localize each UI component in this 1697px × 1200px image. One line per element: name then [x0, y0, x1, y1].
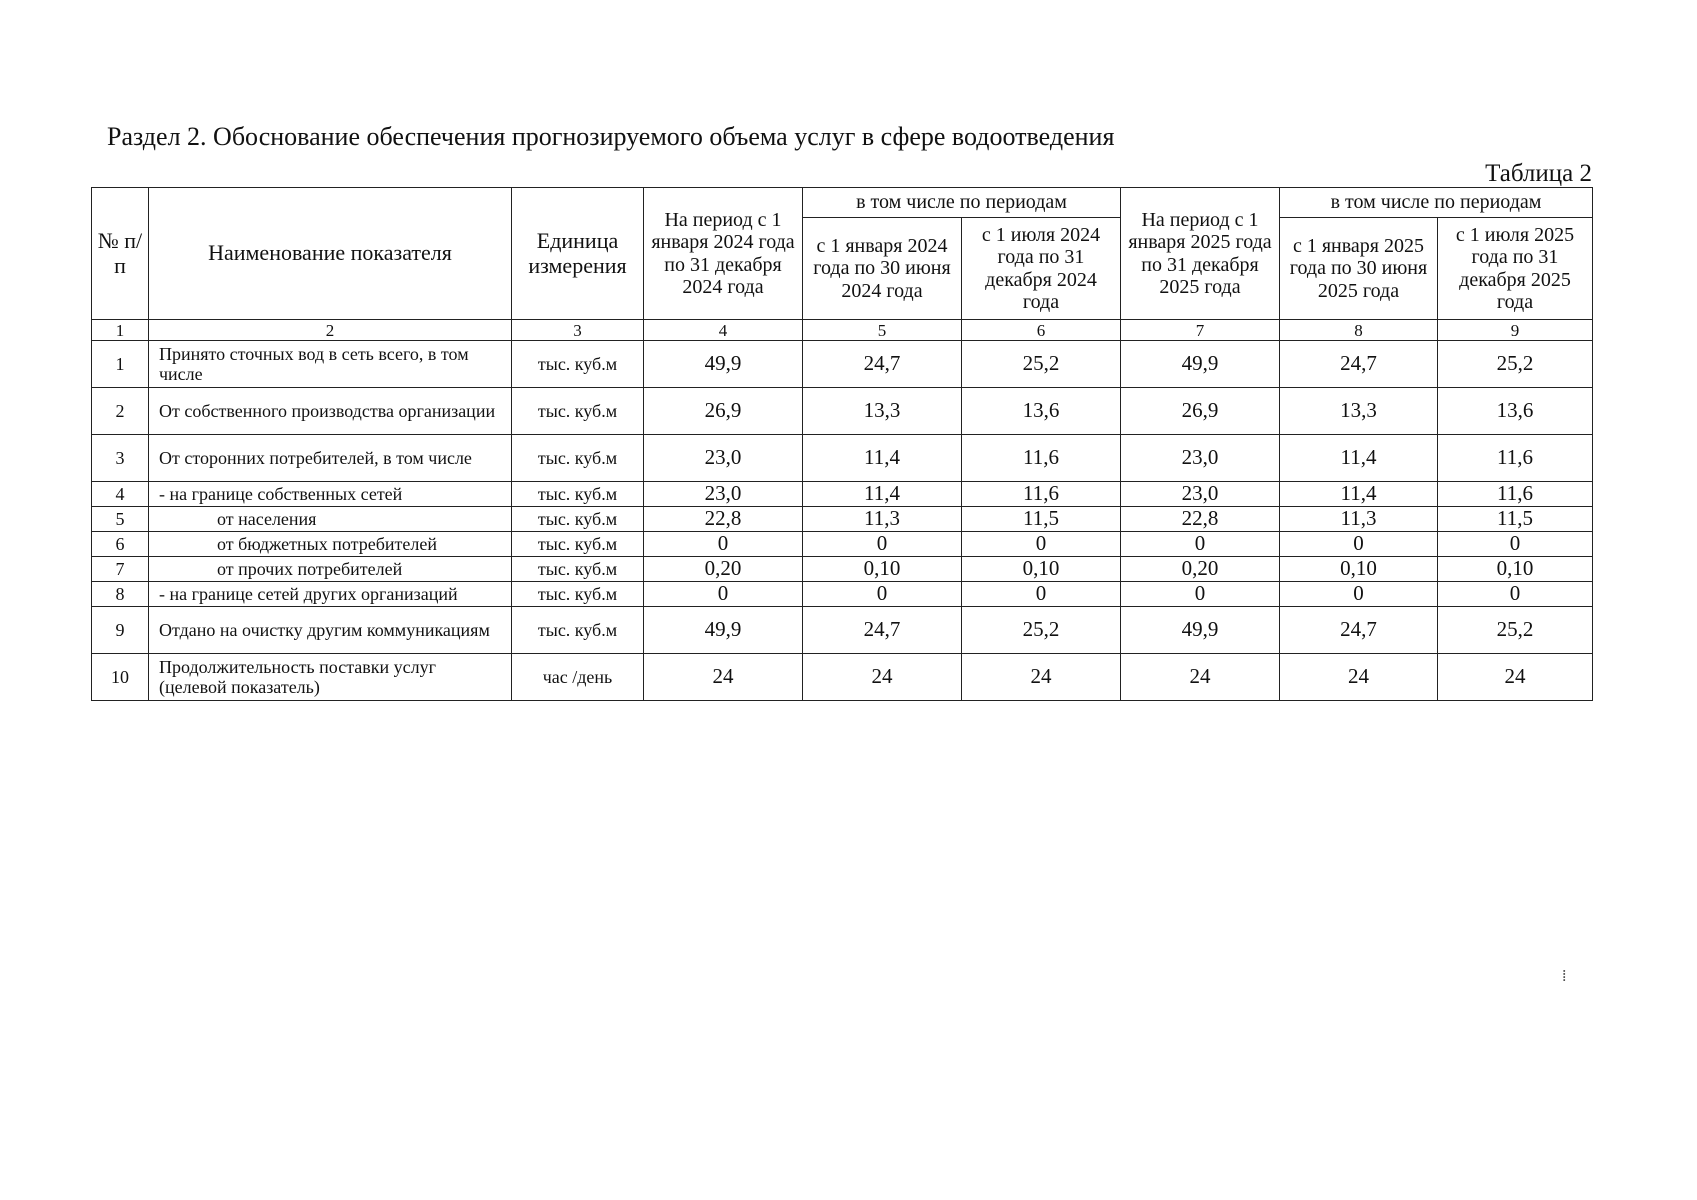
table-row	[92, 582, 1593, 607]
scan-artifact: ⁞	[1562, 968, 1567, 985]
row-indicator-name: от населения	[149, 507, 512, 532]
table-row	[92, 507, 1593, 532]
row-unit: тыс. куб.м	[512, 582, 644, 607]
row-value: 13,6	[962, 388, 1121, 435]
row-value: 11,4	[803, 482, 962, 507]
row-unit: тыс. куб.м	[512, 341, 644, 388]
row-value: 11,6	[1438, 435, 1593, 482]
row-value: 0	[1280, 532, 1438, 557]
column-number: 4	[644, 320, 803, 341]
row-value: 11,6	[962, 435, 1121, 482]
row-value: 24,7	[1280, 607, 1438, 654]
table-row	[92, 557, 1593, 582]
row-value: 24,7	[803, 341, 962, 388]
row-number: 10	[92, 654, 149, 701]
row-value: 0	[1280, 582, 1438, 607]
row-value: 22,8	[1121, 507, 1280, 532]
header-name: Наименование показателя	[149, 188, 512, 320]
row-value: 11,4	[1280, 482, 1438, 507]
header-period-2025: На период с 1 января 2025 года по 31 декабря 2025 года	[1121, 188, 1280, 320]
table-row	[92, 388, 1593, 435]
table-row	[92, 654, 1593, 701]
row-value: 23,0	[1121, 482, 1280, 507]
row-number: 3	[92, 435, 149, 482]
row-number: 8	[92, 582, 149, 607]
row-value: 0	[644, 532, 803, 557]
row-unit: тыс. куб.м	[512, 435, 644, 482]
row-value: 23,0	[644, 435, 803, 482]
row-value: 24	[962, 654, 1121, 701]
row-value: 0	[803, 532, 962, 557]
row-number: 5	[92, 507, 149, 532]
row-number: 9	[92, 607, 149, 654]
row-value: 24	[1280, 654, 1438, 701]
row-value: 0	[1121, 532, 1280, 557]
row-indicator-name: От сторонних потребителей, в том числе	[149, 435, 512, 482]
row-value: 11,5	[962, 507, 1121, 532]
header-h1-2024: с 1 января 2024 года по 30 июня 2024 года	[803, 218, 962, 320]
row-number: 1	[92, 341, 149, 388]
row-indicator-name: от бюджетных потребителей	[149, 532, 512, 557]
row-value: 24	[644, 654, 803, 701]
row-value: 24	[1121, 654, 1280, 701]
row-value: 24,7	[1280, 341, 1438, 388]
row-value: 22,8	[644, 507, 803, 532]
row-indicator-name: - на границе собственных сетей	[149, 482, 512, 507]
column-number: 2	[149, 320, 512, 341]
indicators-table	[91, 187, 1593, 701]
row-value: 11,5	[1438, 507, 1593, 532]
column-number-row	[92, 320, 1593, 341]
row-value: 0,10	[803, 557, 962, 582]
row-unit: тыс. куб.м	[512, 532, 644, 557]
row-value: 11,3	[1280, 507, 1438, 532]
column-number: 9	[1438, 320, 1593, 341]
row-value: 13,3	[1280, 388, 1438, 435]
row-value: 0	[962, 532, 1121, 557]
row-value: 0	[644, 582, 803, 607]
row-value: 11,4	[803, 435, 962, 482]
row-value: 24	[1438, 654, 1593, 701]
table-row	[92, 435, 1593, 482]
row-value: 24	[803, 654, 962, 701]
row-value: 0	[1438, 582, 1593, 607]
row-value: 0,20	[644, 557, 803, 582]
header-h2-2024: с 1 июля 2024 года по 31 декабря 2024 года	[962, 218, 1121, 320]
header-group-2024: в том числе по периодам	[803, 188, 1121, 218]
row-value: 23,0	[644, 482, 803, 507]
row-value: 25,2	[962, 341, 1121, 388]
row-value: 25,2	[1438, 607, 1593, 654]
row-value: 49,9	[644, 341, 803, 388]
row-indicator-name: Отдано на очистку другим коммуникациям	[149, 607, 512, 654]
row-value: 11,6	[1438, 482, 1593, 507]
header-period-2024: На период с 1 января 2024 года по 31 декабря 2024 года	[644, 188, 803, 320]
row-unit: тыс. куб.м	[512, 557, 644, 582]
row-indicator-name: Продолжительность поставки услуг (целевой показатель)	[149, 654, 512, 701]
table-row	[92, 607, 1593, 654]
row-indicator-name: Принято сточных вод в сеть всего, в том числе	[149, 341, 512, 388]
row-unit: час /день	[512, 654, 644, 701]
row-number: 2	[92, 388, 149, 435]
row-value: 11,6	[962, 482, 1121, 507]
header-unit: Единица измерения	[512, 188, 644, 320]
row-value: 24,7	[803, 607, 962, 654]
row-value: 0	[962, 582, 1121, 607]
table-row	[92, 532, 1593, 557]
row-value: 13,3	[803, 388, 962, 435]
table-row	[92, 341, 1593, 388]
header-num: № п/п	[92, 188, 149, 320]
row-value: 11,4	[1280, 435, 1438, 482]
column-number: 8	[1280, 320, 1438, 341]
row-unit: тыс. куб.м	[512, 388, 644, 435]
row-indicator-name: - на границе сетей других организаций	[149, 582, 512, 607]
column-number: 3	[512, 320, 644, 341]
header-h2-2025: с 1 июля 2025 года по 31 декабря 2025 года	[1438, 218, 1593, 320]
column-number: 5	[803, 320, 962, 341]
row-unit: тыс. куб.м	[512, 482, 644, 507]
header-h1-2025: с 1 января 2025 года по 30 июня 2025 года	[1280, 218, 1438, 320]
row-indicator-name: От собственного производства организации	[149, 388, 512, 435]
row-value: 0,10	[1438, 557, 1593, 582]
row-number: 6	[92, 532, 149, 557]
row-value: 0	[803, 582, 962, 607]
row-value: 23,0	[1121, 435, 1280, 482]
header-group-2025: в том числе по периодам	[1280, 188, 1593, 218]
row-value: 0,20	[1121, 557, 1280, 582]
column-number: 1	[92, 320, 149, 341]
row-value: 49,9	[1121, 341, 1280, 388]
row-value: 25,2	[1438, 341, 1593, 388]
column-number: 6	[962, 320, 1121, 341]
row-unit: тыс. куб.м	[512, 507, 644, 532]
row-value: 0	[1121, 582, 1280, 607]
row-indicator-name: от прочих потребителей	[149, 557, 512, 582]
table-row	[92, 482, 1593, 507]
row-value: 0,10	[1280, 557, 1438, 582]
row-value: 0,10	[962, 557, 1121, 582]
section-title: Раздел 2. Обоснование обеспечения прогнозируемого объема услуг в сфере водоотведения	[107, 122, 1115, 151]
row-number: 7	[92, 557, 149, 582]
row-value: 49,9	[1121, 607, 1280, 654]
row-value: 26,9	[1121, 388, 1280, 435]
row-unit: тыс. куб.м	[512, 607, 644, 654]
row-value: 26,9	[644, 388, 803, 435]
row-value: 25,2	[962, 607, 1121, 654]
table-label: Таблица 2	[1485, 160, 1592, 187]
row-value: 11,3	[803, 507, 962, 532]
row-value: 13,6	[1438, 388, 1593, 435]
row-value: 49,9	[644, 607, 803, 654]
row-value: 0	[1438, 532, 1593, 557]
column-number: 7	[1121, 320, 1280, 341]
row-number: 4	[92, 482, 149, 507]
